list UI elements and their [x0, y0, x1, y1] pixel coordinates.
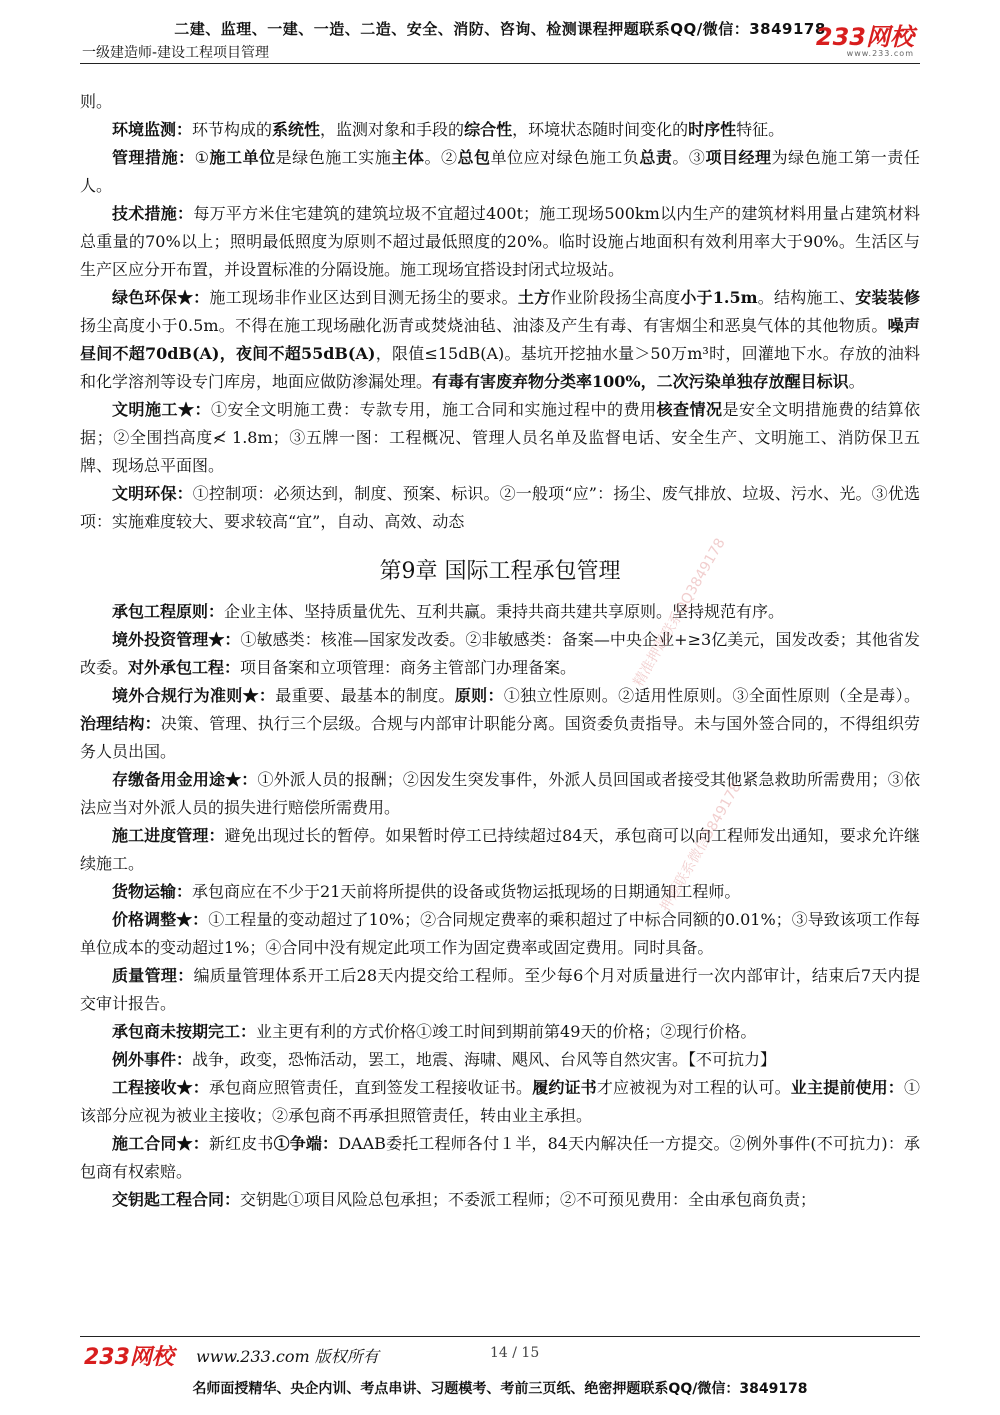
section-international-contracting — [80, 598, 920, 1214]
paragraph — [80, 766, 920, 822]
bold-term: 核查情况 — [656, 400, 723, 419]
bold-term: 境外投资管理★： — [112, 630, 241, 649]
paragraph — [80, 1130, 920, 1186]
text-run: 。 — [848, 372, 865, 391]
paragraph — [80, 626, 920, 682]
text-run: 项目备案和立项管理：商务主管部门办理备案。 — [240, 658, 577, 677]
section-env-management — [80, 88, 920, 536]
paragraph — [80, 116, 920, 144]
document-subtitle: 一级建造师-建设工程项目管理 — [82, 45, 270, 61]
footer-divider — [80, 1336, 920, 1337]
paragraph — [80, 598, 920, 626]
text-run: 交钥匙①项目风险总包承担；不委派工程师；②不可预见费用：全由承包商负责； — [240, 1190, 817, 1209]
paragraph — [80, 878, 920, 906]
bold-term: 时序性 — [688, 120, 737, 139]
bold-term: 管理措施： — [112, 148, 195, 167]
header-logo — [816, 25, 914, 58]
chapter-title: 第9章 国际工程承包管理 — [379, 559, 621, 584]
bold-term: 噪声昼间不超70dB(A)，夜间不超55dB(A) — [80, 316, 920, 363]
bold-term: 工程接收★： — [112, 1078, 209, 1097]
bold-term: 项目经理 — [705, 148, 772, 167]
bold-term: 有毒有害废弃物分类率100%，二次污染单独存放醒目标识 — [432, 372, 849, 391]
bold-term: 主体 — [391, 148, 425, 167]
bold-term: 文明环保： — [112, 484, 193, 503]
text-run: 单位应对绿色施工负 — [490, 148, 640, 167]
footer-copyright: www.233.com 版权所有 — [196, 1347, 379, 1366]
bold-term: 境外合规行为准则★： — [112, 686, 276, 705]
text-run: 特征。 — [736, 120, 785, 139]
paragraph — [80, 1046, 920, 1074]
paragraph — [80, 200, 920, 284]
text-run: 承包商应照管责任，直到签发工程接收证书。 — [208, 1078, 533, 1097]
brand-logo: 233网校 — [815, 23, 914, 51]
bold-term: 施工单位 — [209, 148, 276, 167]
text-run: 才应被视为对工程的认可。 — [596, 1078, 791, 1097]
text-run: 是安全文明措施费的结算依据；②全围挡高度≮ 1.8m；③五牌一图：工程概况、管理人员名单及监督电话、安全生产、文明施工、消防保卫五牌、现场总平面图。 — [80, 400, 920, 475]
bold-term: 总包 — [457, 148, 491, 167]
text-run: 最重要、最基本的制度。 — [275, 686, 455, 705]
bold-term: 货物运输： — [112, 882, 193, 901]
text-run: 是绿色施工实施 — [275, 148, 392, 167]
brand-url: www.233.com — [846, 49, 914, 58]
text-run: 扬尘高度小于0.5m。不得在施工现场融化沥青或焚烧油毡、油漆及产生有毒、有害烟尘和恶臭气体的其他物质。 — [80, 316, 888, 335]
bold-term: 原则： — [454, 686, 504, 705]
bold-term: 施工进度管理： — [112, 826, 225, 845]
text-run: ①敏感类：核准—国家发改委。②非敏感类：备案—中央企业+≥3亿美元，国发改委；其他省发改委。 — [80, 630, 920, 677]
bold-term: 总责 — [639, 148, 673, 167]
paragraph — [80, 1186, 920, 1214]
footer-logo: 233网校 — [84, 1345, 174, 1370]
bold-term: 安装装修 — [855, 288, 920, 307]
text-run: ，环境状态随时间变化的 — [512, 120, 689, 139]
text-run: DAAB委托工程师各付１半，84天内解决任一方提交。②例外事件(不可抗力)：承包商有权索赔。 — [80, 1134, 920, 1181]
paragraph — [80, 144, 920, 200]
text-run: 。结构施工、 — [757, 288, 856, 307]
text-run: 决策、管理、执行三个层级。合规与内部审计职能分离。国资委负责指导。未与国外签合同的，不得组织劳务人员出国。 — [80, 714, 920, 761]
text-run: 作业阶段扬尘高度 — [550, 288, 681, 307]
bold-term: 交钥匙工程合同： — [112, 1190, 241, 1209]
text-run: 编质量管理体系开工后28天内提交给工程师。至少每6个月对质量进行一次内部审计，结束后7天内提交审计报告。 — [80, 966, 920, 1013]
header-contact-line: 二建、监理、一建、一造、二造、安全、消防、咨询、检测课程押题联系QQ/微信：3849178 — [174, 20, 826, 38]
bold-term: 文明施工★： — [112, 400, 211, 419]
paragraph — [80, 822, 920, 878]
bold-term: 例外事件： — [112, 1050, 193, 1069]
bold-term: 履约证书 — [532, 1078, 597, 1097]
paragraph — [80, 1074, 920, 1130]
text-run: 战争，政变，恐怖活动，罢工，地震、海啸、飓风、台风等自然灾害。【不可抗力】 — [192, 1050, 777, 1069]
text-run: 企业主体、坚持质量优先、互利共赢。秉持共商共建共享原则。坚持规范有序。 — [224, 602, 785, 621]
bold-term: 土方 — [517, 288, 551, 307]
bold-term: 对外承包工程： — [128, 658, 241, 677]
text-run: 。② — [424, 148, 458, 167]
page-body — [80, 88, 920, 1214]
bold-term: 质量管理： — [112, 966, 194, 985]
bold-term: 存缴备用金用途★： — [112, 770, 258, 789]
text-run: ①独立性原则。②适用性原则。③全面性原则（全是毒）。 — [503, 686, 920, 705]
bold-term: 环境监测： — [112, 120, 193, 139]
bold-term: ①争端： — [273, 1134, 339, 1153]
text-run: ①控制项：必须达到，制度、预案、标识。②一般项“应”：扬尘、废气排放、垃圾、污水、光。③优选项：实施难度较大、要求较高“宜”，自动、高效、动态 — [80, 484, 920, 531]
text-run: 施工现场非作业区达到目测无扬尘的要求。 — [209, 288, 518, 307]
bold-term: 施工合同★： — [112, 1134, 209, 1153]
bold-term: 系统性 — [272, 120, 321, 139]
bold-term: 价格调整★： — [112, 910, 209, 929]
text-run: 环节构成的 — [192, 120, 273, 139]
paragraph — [80, 1018, 920, 1046]
bold-term: 综合性 — [464, 120, 513, 139]
paragraph — [80, 906, 920, 962]
bold-term: 治理结构： — [80, 714, 161, 733]
text-run: 。③ — [672, 148, 706, 167]
bold-term: 小于1.5m — [680, 288, 758, 307]
paragraph — [80, 962, 920, 1018]
bold-term: 技术措施： — [112, 204, 194, 223]
text-run: 业主更有利的方式价格①竣工时间到期前第49天的价格；②现行价格。 — [256, 1022, 757, 1041]
bold-term: 业主提前使用： — [790, 1078, 904, 1097]
paragraph — [80, 396, 920, 480]
text-run: ，限值≤15dB(A)。基坑开挖抽水量＞50万m³时，回灌地下水。存放的油料和化学溶剂等设专门库房，地面应做防渗漏处理。 — [80, 344, 920, 391]
footer-contact-line: 名师面授精华、央企内训、考点串讲、习题模考、考前三页纸、绝密押题联系QQ/微信：3849178 — [192, 1381, 808, 1397]
paragraph — [80, 284, 920, 396]
text-run: 避免出现过长的暂停。如果暂时停工已持续超过84天，承包商可以向工程师发出通知，要求允许继续施工。 — [80, 826, 920, 873]
paragraph — [80, 88, 920, 116]
text-run: 承包商应在不少于21天前将所提供的设备或货物运抵现场的日期通知工程师。 — [192, 882, 741, 901]
text-run: ①该部分应视为被业主接收；②承包商不再承担照管责任，转由业主承担。 — [80, 1078, 920, 1125]
text-run: 为绿色施工第一责任人。 — [80, 148, 920, 195]
text-run: ① — [194, 148, 210, 167]
page-number: 14 / 15 — [490, 1345, 540, 1361]
header-divider — [80, 63, 920, 64]
text-run: ①安全文明施工费：专款专用，施工合同和实施过程中的费用 — [211, 400, 657, 419]
watermark-text: 精准押题联系QQ3849178 — [630, 535, 729, 690]
text-run: ①工程量的变动超过了10%；②合同规定费率的乘积超过了中标合同额的0.01%；③导致该项工作每单位成本的变动超过1%；④合同中没有规定此项工作为固定费率或固定费用。同时具备。 — [80, 910, 920, 957]
bold-term: 绿色环保★： — [112, 288, 210, 307]
text-run: 新红皮书 — [208, 1134, 274, 1153]
text-run: 每万平方米住宅建筑的建筑垃圾不宜超过400t；施工现场500km以内生产的建筑材料用量占建筑材料总重量的70%以上；照明最低照度为原则不超过最低照度的20%。临时设施占地面积有效利用率大于90%。生活区与生产区应分开布置，并设置标准的分隔设施。施工现场宜搭设封闭式垃圾站。 — [80, 204, 920, 279]
paragraph — [80, 480, 920, 536]
text-run: ，监测对象和手段的 — [320, 120, 465, 139]
bold-term: 承包工程原则： — [112, 602, 225, 621]
text-run: 则。 — [80, 92, 113, 111]
bold-term: 承包商未按期完工： — [112, 1022, 257, 1041]
paragraph — [80, 682, 920, 766]
watermark-text: 押题联系微信3849178 — [657, 779, 745, 915]
text-run: ①外派人员的报酬；②因发生突发事件，外派人员回国或者接受其他紧急救助所需费用；③依法应当对外派人员的损失进行赔偿所需费用。 — [80, 770, 920, 817]
